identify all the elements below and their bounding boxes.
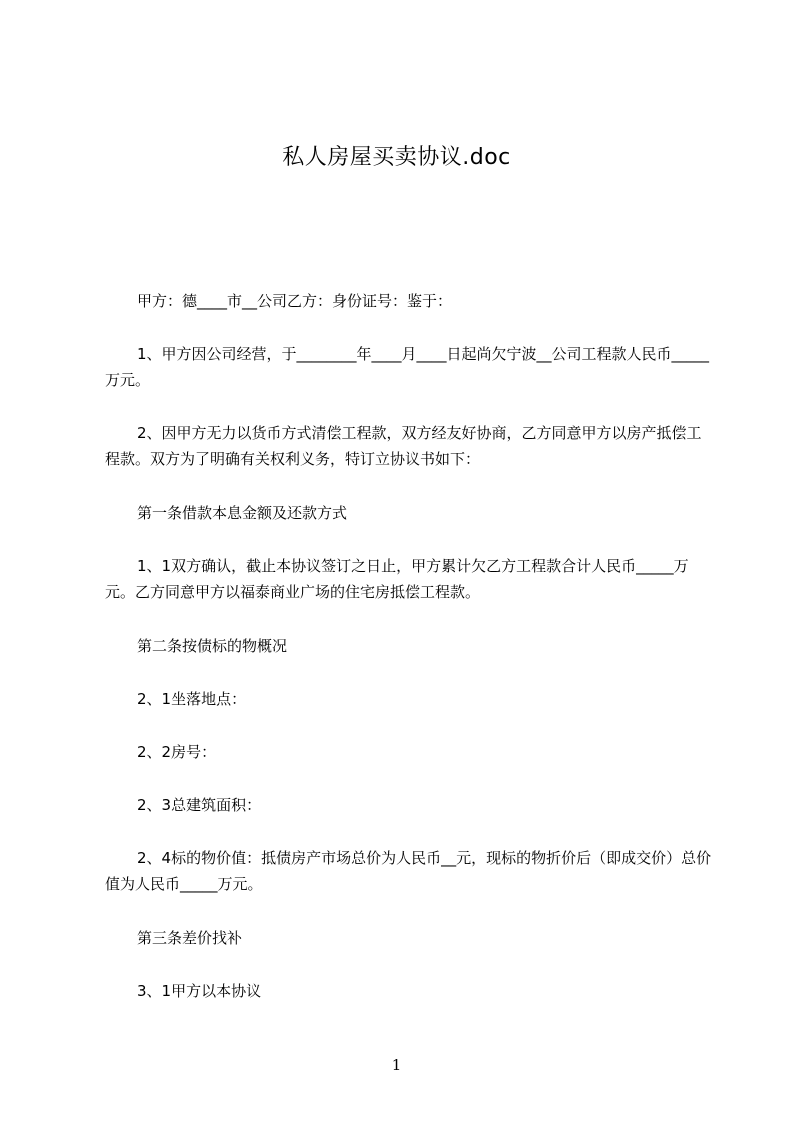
paragraph-article-2-4: 2、4标的物价值：抵债房产市场总价为人民币__元，现标的物折价后（即成交价）总价值为人民币_____万元。 [105,849,712,893]
document-title: 私人房屋买卖协议.doc [282,145,511,170]
page-number: 1 [391,1056,402,1074]
paragraph-article-2-3: 2、3总建筑面积： [137,796,262,814]
paragraph-article-1-1: 1、1双方确认，截止本协议签订之日止，甲方累计欠乙方工程款合计人民币_____万元。乙方同意甲方以福泰商业广场的住宅房抵偿工程款。 [105,557,689,601]
heading-article-1: 第一条借款本息金额及还款方式 [137,504,348,522]
paragraph-article-3-1: 3、1甲方以本协议 [137,982,262,1000]
paragraph-article-2-2: 2、2房号： [137,743,217,761]
paragraph-clause-1: 1、甲方因公司经营，于________年____月____日起尚欠宁波__公司工程款人民币_____万元。 [105,345,710,389]
heading-article-3: 第三条差价找补 [137,929,243,947]
paragraph-article-2-1: 2、1坐落地点： [137,690,247,708]
paragraph-parties: 甲方：德____市__公司乙方：身份证号：鉴于： [137,292,453,310]
heading-article-2: 第二条按债标的物概况 [137,637,288,655]
paragraph-clause-2: 2、因甲方无力以货币方式清偿工程款，双方经友好协商，乙方同意甲方以房产抵偿工程款。双方为了明确有关权利义务，特订立协议书如下： [105,424,702,468]
